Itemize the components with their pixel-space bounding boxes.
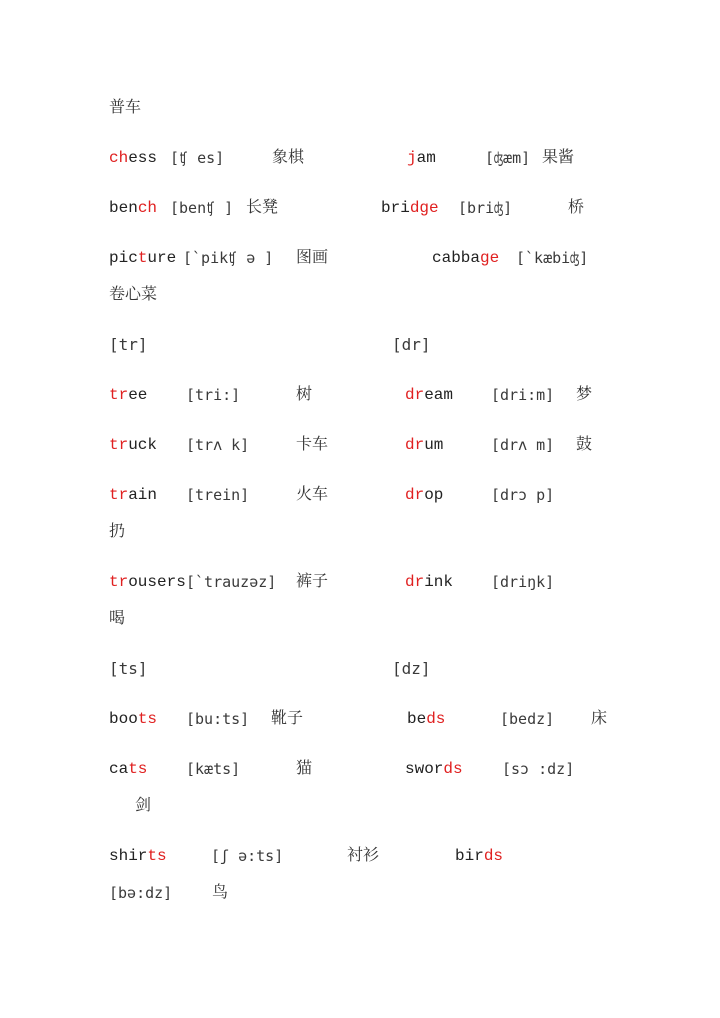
ipa-beds: [bedz] xyxy=(500,710,555,728)
ipa-cats: [kæts] xyxy=(186,760,241,778)
word-drum: drum xyxy=(405,436,444,454)
word-cats: cats xyxy=(109,760,148,778)
ipa-drop: [drɔ p] xyxy=(491,486,555,504)
ipa-truck: [trʌ k] xyxy=(186,436,250,454)
word-drink: drink xyxy=(405,573,454,591)
section-dz: [dz] xyxy=(392,659,431,678)
ipa-bridge: [briʤ] xyxy=(458,199,513,217)
word-beds: beds xyxy=(407,710,446,728)
ipa-train: [trein] xyxy=(186,486,250,504)
word-dream: dream xyxy=(405,386,454,404)
ipa-chess: [ʧ es] xyxy=(170,149,225,167)
meaning-drink: 喝 xyxy=(109,608,126,627)
meaning-birds: 鸟 xyxy=(212,882,229,901)
word-jam: jam xyxy=(407,149,436,167)
meaning-tree: 树 xyxy=(296,384,313,403)
ipa-cabbage: [`kæbiʤ] xyxy=(516,249,589,267)
section-dr: [dr] xyxy=(392,335,431,354)
word-trousers: trousers xyxy=(109,573,186,591)
ipa-birds: [bə:dz] xyxy=(109,884,173,902)
word-birds: birds xyxy=(455,847,504,865)
ipa-swords: [sɔ :dz] xyxy=(502,760,575,778)
meaning-train: 火车 xyxy=(296,484,329,503)
meaning-jam: 果酱 xyxy=(542,147,575,166)
ipa-picture: [`pikʧ ə ] xyxy=(183,249,274,267)
word-swords: swords xyxy=(405,760,463,778)
word-boots: boots xyxy=(109,710,158,728)
meaning-swords: 剑 xyxy=(135,795,152,814)
word-bench: bench xyxy=(109,199,158,217)
ipa-boots: [bu:ts] xyxy=(186,710,250,728)
word-chess: chess xyxy=(109,149,158,167)
word-train: train xyxy=(109,486,158,504)
ipa-drum: [drʌ m] xyxy=(491,436,555,454)
page-heading: 普车 xyxy=(109,97,142,116)
word-shirts: shirts xyxy=(109,847,167,865)
meaning-bench: 长凳 xyxy=(246,197,279,216)
section-tr: [tr] xyxy=(109,335,148,354)
meaning-cabbage: 卷心菜 xyxy=(109,284,158,303)
ipa-jam: [ʤæm] xyxy=(485,149,531,167)
word-picture: picture xyxy=(109,249,177,267)
meaning-dream: 梦 xyxy=(576,384,593,403)
meaning-drop: 扔 xyxy=(109,521,126,540)
meaning-drum: 鼓 xyxy=(576,434,593,453)
ipa-trousers: [`trauzəz] xyxy=(186,573,277,591)
meaning-beds: 床 xyxy=(591,708,608,727)
meaning-cats: 猫 xyxy=(296,758,313,777)
meaning-shirts: 衬衫 xyxy=(347,845,380,864)
meaning-bridge: 桥 xyxy=(568,197,585,216)
word-truck: truck xyxy=(109,436,158,454)
ipa-dream: [dri:m] xyxy=(491,386,555,404)
meaning-truck: 卡车 xyxy=(296,434,329,453)
word-drop: drop xyxy=(405,486,444,504)
meaning-chess: 象棋 xyxy=(272,147,305,166)
word-tree: tree xyxy=(109,386,148,404)
meaning-picture: 图画 xyxy=(296,247,329,266)
ipa-shirts: [ʃ ə:ts] xyxy=(211,847,284,865)
meaning-trousers: 裤子 xyxy=(296,571,329,590)
meaning-boots: 靴子 xyxy=(271,708,304,727)
section-ts: [ts] xyxy=(109,659,148,678)
ipa-tree: [tri:] xyxy=(186,386,241,404)
ipa-bench: [benʧ ] xyxy=(170,199,234,217)
word-cabbage: cabbage xyxy=(432,249,500,267)
word-bridge: bridge xyxy=(381,199,439,217)
ipa-drink: [driŋk] xyxy=(491,573,555,591)
